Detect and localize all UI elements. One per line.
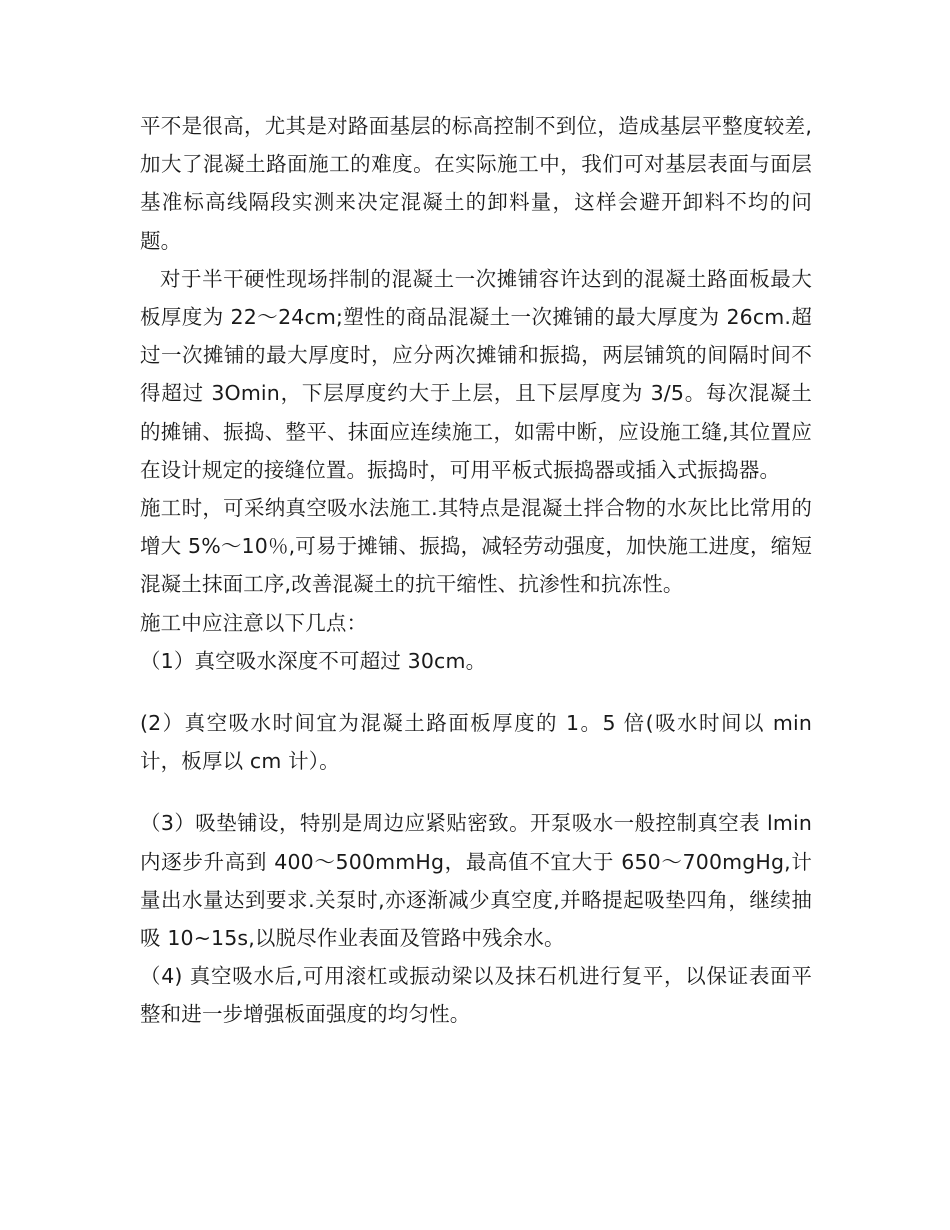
list-item-4: （4) 真空吸水后,可用滚杠或振动梁以及抹石机进行复平，以保证表面平整和进一步增强板面强度的均匀性。 xyxy=(140,964,812,1027)
document-body xyxy=(140,107,812,1034)
paragraph-paving-thickness: 对于半干硬性现场拌制的混凝土一次摊铺容许达到的混凝土路面板最大板厚度为 22～24cm;塑性的商品混凝土一次摊铺的最大厚度为 26cm.超过一次摊铺的最大厚度时，应分两次摊铺和振捣，两层铺筑的间隔时间不得超过 3Omin，下层厚度约大于上层，且下层厚度为 3/5。每次混凝土的摊铺、振捣、整平、抹面应连续施工，如需中断，应设施工缝,其位置应在设计规定的接缝位置。振捣时，可用平板式振捣器或插入式振捣器。 xyxy=(140,266,812,482)
list-item-2: (2）真空吸水时间宜为混凝土路面板厚度的 1。5 倍(吸水时间以 min 计，板厚以 cm 计）。 xyxy=(140,711,812,774)
list-item-3: （3）吸垫铺设，特别是周边应紧贴密致。开泵吸水一般控制真空表 lmin 内逐步升高到 400～500mmHg，最高值不宜大于 650～700mgHg,计量出水量达到要求.关泵时,亦逐渐减少真空度,并略提起吸垫四角，继续抽吸 10~15s,以脱尽作业表面及管路中残余水。 xyxy=(140,811,812,951)
paragraph-vacuum-dewatering: 施工时，可采纳真空吸水法施工.其特点是混凝土拌合物的水灰比比常用的增大 5%～10％,可易于摊铺、振捣，减轻劳动强度，加快施工进度，缩短混凝土抹面工序,改善混凝土的抗干缩性、抗渗性和抗冻性。 xyxy=(140,496,812,597)
paragraph-notes-heading: 施工中应注意以下几点： xyxy=(140,610,368,635)
paragraph-base-level-control: 平不是很高，尤其是对路面基层的标高控制不到位，造成基层平整度较差,加大了混凝土路面施工的难度。在实际施工中，我们可对基层表面与面层基准标高线隔段实测来决定混凝土的卸料量，这样会避开卸料不均的问题。 xyxy=(140,114,812,253)
list-item-1: （1）真空吸水深度不可超过 30cm。 xyxy=(140,648,487,673)
